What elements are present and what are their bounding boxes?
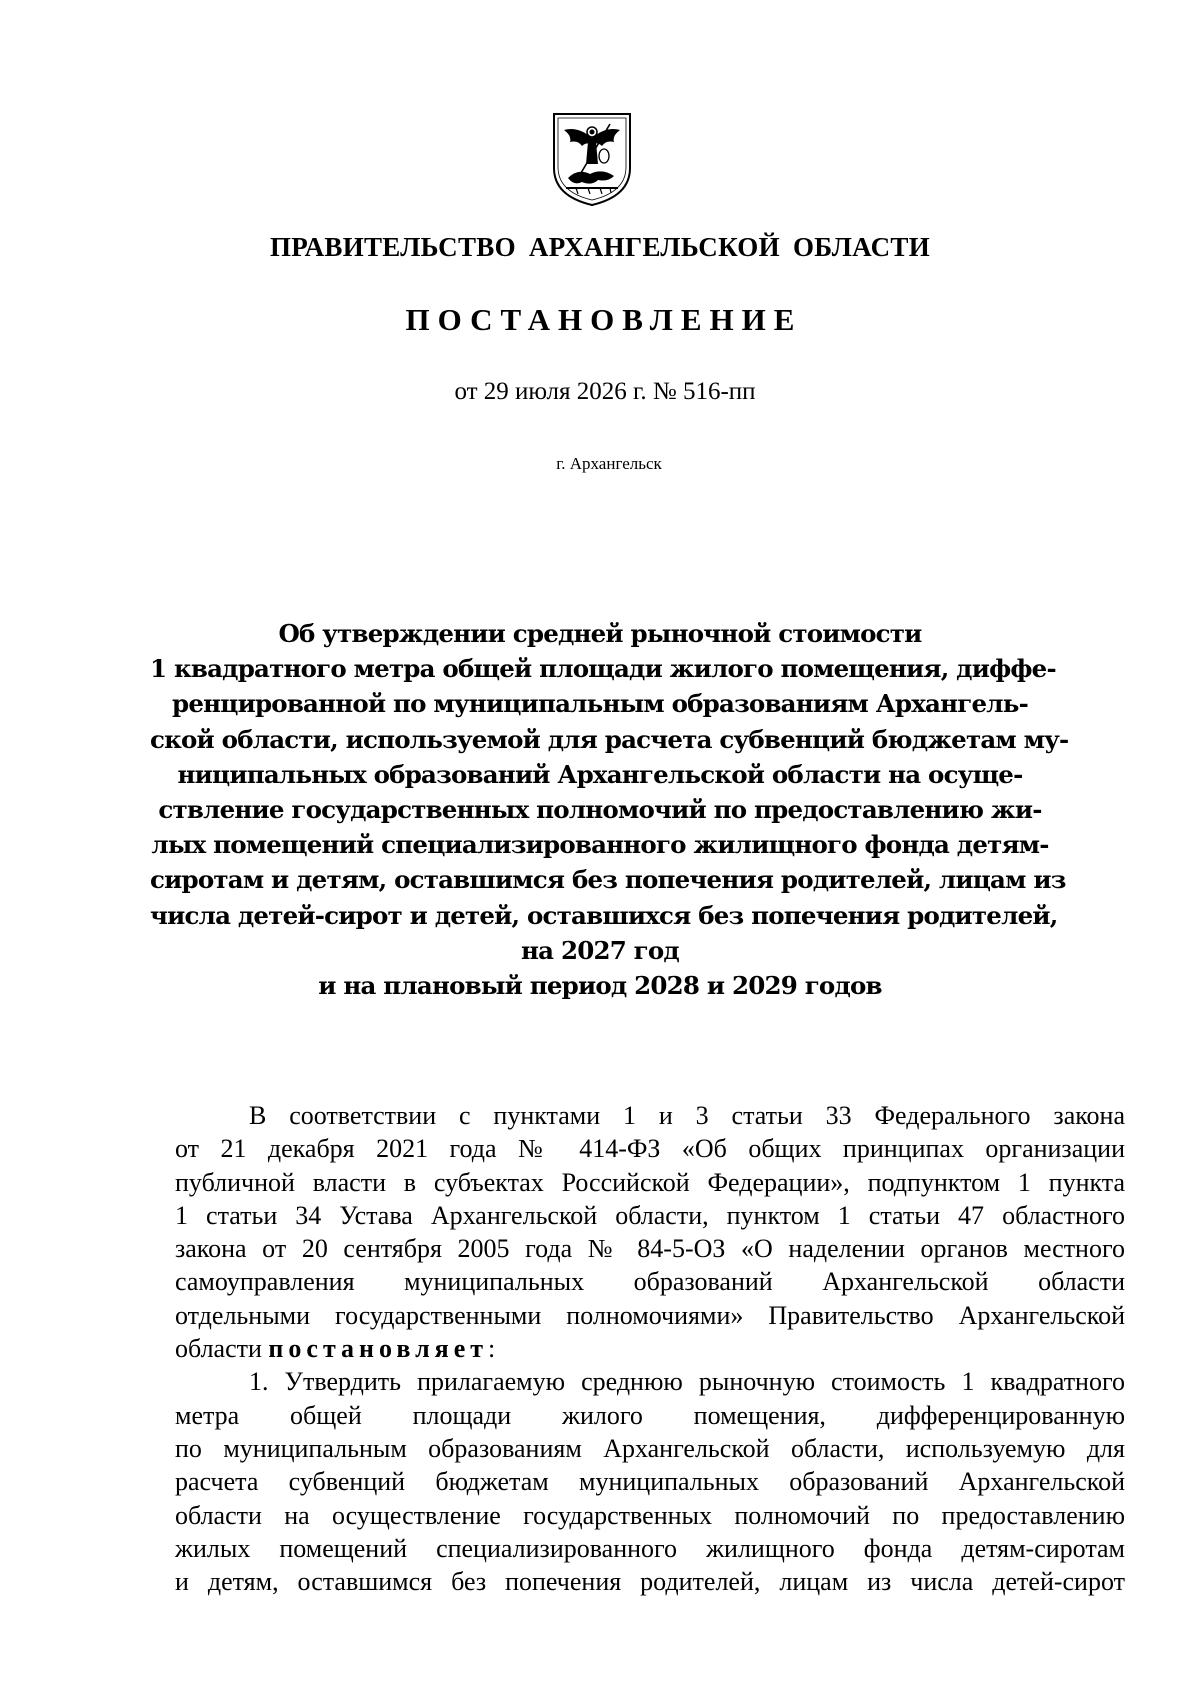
preamble-line: закона от 20 сентября 2005 года № 84-5-ОЗ «О наделении органов местного	[175, 1234, 1125, 1264]
heading-line: ренцированной по муниципальным образованиям Архангель-	[172, 689, 1028, 719]
heading-line: числа детей-сирот и детей, оставшихся без попечения родителей,	[150, 900, 1058, 930]
resolves-keyword: постановляет	[268, 1334, 489, 1364]
heading-line: и на плановый период 2028 и 2029 годов	[318, 971, 882, 1001]
preamble-line: отдельными государственными полномочиями» Правительство Архангельской	[175, 1300, 1125, 1330]
item1-line: области на осуществление государственных полномочий по предоставлению	[175, 1500, 1125, 1530]
heading-line: ствление государственных полномочий по предоставлению жи-	[158, 795, 1042, 825]
resolves-prefix: области	[175, 1334, 269, 1364]
resolves-line	[175, 1332, 1125, 1365]
heading-line: сиротам и детям, оставшимся без попечения родителей, лицам из	[150, 865, 1066, 895]
item1-line: по муниципальным образованиям Архангельской области, используемую для	[175, 1433, 1125, 1463]
document-body	[175, 1099, 1125, 1598]
government-name: ПРАВИТЕЛЬСТВО АРХАНГЕЛЬСКОЙ ОБЛАСТИ	[269, 232, 931, 262]
item1-line: 1. Утвердить прилагаемую среднюю рыночную стоимость 1 квадратного	[249, 1367, 1125, 1397]
item1-line: метра общей площади жилого помещения, дифференцированную	[175, 1400, 1125, 1430]
heading-line: ниципальных образований Архангельской области на осуще-	[177, 759, 1023, 789]
item1-line: жилых помещений специализированного жилищного фонда детям-сиротам	[175, 1533, 1125, 1563]
heading-line: Об утверждении средней рыночной стоимости	[278, 619, 922, 648]
heading-line: лых помещений специализированного жилищного фонда детям-	[151, 830, 1049, 860]
preamble-line: от 21 декабря 2021 года № 414-ФЗ «Об общих принципах организации	[175, 1134, 1125, 1164]
document-type-title: ПОСТАНОВЛЕНИЕ	[405, 302, 803, 337]
resolves-suffix: :	[488, 1334, 496, 1364]
preamble-line: В соответствии с пунктами 1 и 3 статьи 33 Федерального закона	[249, 1101, 1125, 1130]
heading-line: 1 квадратного метра общей площади жилого помещения, диффе-	[150, 654, 1056, 684]
preamble-line: 1 статьи 34 Устава Архангельской области, пунктом 1 статьи 47 областного	[175, 1200, 1125, 1230]
item1-line: расчета субвенций бюджетам муниципальных образований Архангельской	[175, 1467, 1125, 1497]
preamble-line: самоуправления муниципальных образований Архангельской области	[175, 1267, 1125, 1297]
document-city: г. Архангельск	[556, 454, 662, 473]
heading-line: ской области, используемой для расчета субвенций бюджетам му-	[150, 724, 1069, 754]
coat-of-arms-emblem	[548, 108, 636, 208]
document-date-number: от 29 июля 2026 г. № 516-пп	[454, 378, 756, 405]
preamble-line: публичной власти в субъектах Российской Федерации», подпунктом 1 пункта	[175, 1167, 1125, 1197]
document-heading	[150, 616, 1069, 1003]
item1-line: и детям, оставшимся без попечения родителей, лицам из числа детей-сирот	[175, 1567, 1125, 1597]
heading-line: на 2027 год	[521, 935, 679, 965]
